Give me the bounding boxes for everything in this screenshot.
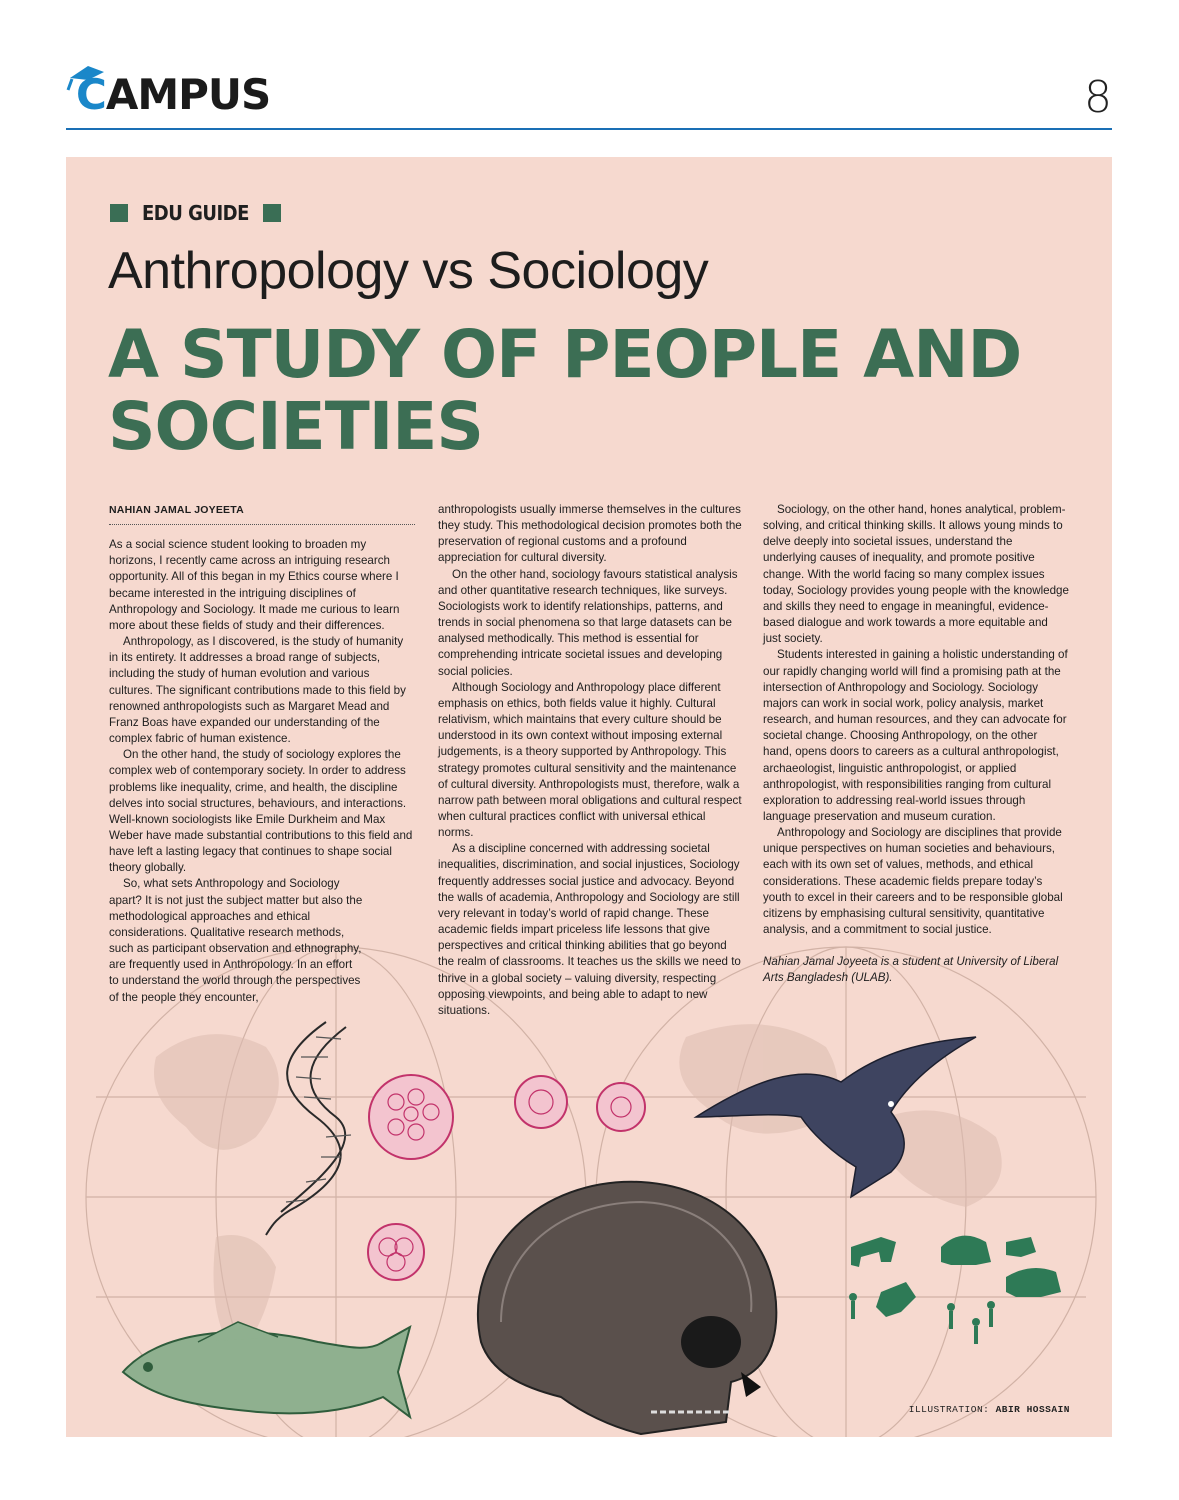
logo-letter-c: C xyxy=(76,70,106,119)
kicker-label: EDU GUIDE xyxy=(142,201,249,225)
article-column-1 xyxy=(109,502,415,1006)
skull-illustration xyxy=(461,1172,791,1437)
paragraph: On the other hand, the study of sociology explores the complex web of contemporary society. In order to address problems like inequality, crime, and health, the discipline delves into social structures, behaviours, and interactions. Well-known sociologists like Emile Durkheim and Max Weber have made substantial contributions to this field and have left a lasting legacy that continues to shape social theory globally. xyxy=(109,748,413,875)
cave-paintings-illustration xyxy=(841,1227,1071,1357)
article-panel xyxy=(66,157,1112,1437)
article-column-2 xyxy=(438,502,744,1019)
logo-wordmark: CAMPUS xyxy=(76,70,271,119)
article-column-3 xyxy=(763,502,1069,987)
section-kicker xyxy=(110,201,281,225)
paragraph: As a social science student looking to broaden my horizons, I recently came across an intriguing research opportunity. All of this began in my Ethics course where I became interested in the intriguing disciplines of Anthropology and Sociology. It made me curious to learn more about these fields of study and their differences. xyxy=(109,538,400,632)
credit-label: ILLUSTRATION: xyxy=(908,1404,990,1415)
article-subhead: A STUDY OF PEOPLE AND SOCIETIES xyxy=(108,316,1022,465)
credit-name: ABIR HOSSAIN xyxy=(995,1404,1070,1415)
page-number: 8 xyxy=(1084,72,1112,123)
paragraph: Although Sociology and Anthropology place different emphasis on ethics, both fields value it highly. Cultural relativism, which maintains that every culture should be understood in its own context without imposing external judgements, is a theory supported by Anthropology. This strategy promotes cultural sensitivity and the maintenance of cultural diversity. Anthropologists must, therefore, walk a narrow path between moral obligations and cultural respect when cultural practices conflict with universal ethical norms. xyxy=(438,680,742,840)
paragraph: anthropologists usually immerse themselves in the cultures they study. This methodological decision promotes both the preservation of regional customs and a profound appreciation for cultural diversity. xyxy=(438,503,742,565)
illustration-credit xyxy=(909,1404,1070,1415)
article-headline: Anthropology vs Sociology xyxy=(108,242,709,300)
kicker-square-right xyxy=(263,204,281,222)
bird-illustration xyxy=(691,1032,981,1202)
dna-helix-illustration xyxy=(256,1017,366,1237)
paragraph: Anthropology and Sociology are disciplines that provide unique perspectives on human societies and behaviours, each with its own set of values, methods, and ethical considerations. These academic fields prepare today’s youth to excel in their careers and to be responsible global citizens by emphasising cultural sensitivity, quantitative analysis, and a commitment to social justice. xyxy=(763,826,1063,937)
paragraph: On the other hand, sociology favours statistical analysis and other quantitative research techniques, like surveys. Sociologists work to identify relationships, patterns, and trends in social phenomena so that large datasets can be analysed methodically. This method is essential for comprehending intricate societal issues and developing social policies. xyxy=(438,567,738,678)
byline: NAHIAN JAMAL JOYEETA xyxy=(109,502,415,525)
paragraph: So, what sets Anthropology and Sociology apart? It is not just the subject matter but also the methodological approaches and ethical considerations. Qualitative research methods, such as participant observation and ethnography, are frequently used in Anthropology. In an effort to understand the world through the perspectives of the people they encounter, xyxy=(109,877,363,1004)
paragraph: Students interested in gaining a holistic understanding of our rapidly changing world will find a promising path at the intersection of Anthropology and Sociology. Sociology majors can work in social work, policy analysis, market research, and human resources, and they can advocate for societal change. Choosing Anthropology, on the other hand, opens doors to careers as a cultural anthropologist, archaeologist, linguistic anthropologist, or applied anthropologist, with responsibilities ranging from cultural exploration to addressing real-world issues through language preservation and museum curation. xyxy=(763,648,1068,823)
paragraph: Sociology, on the other hand, hones analytical, problem-solving, and critical thinking skills. It allows young minds to delve deeply into societal issues, understand the underlying causes of inequality, and promote positive change. With the world facing so many complex issues today, Sociology provides young people with the knowledge and skills they need to engage in meaningful, evidence-based dialogue and work towards a more equitable and just society. xyxy=(763,503,1069,646)
fish-illustration xyxy=(118,1312,413,1427)
kicker-square-left xyxy=(110,204,128,222)
masthead-rule xyxy=(66,128,1112,130)
author-bio: Nahian Jamal Joyeeta is a student at University of Liberal Arts Bangladesh (ULAB). xyxy=(763,955,1059,985)
paragraph: Anthropology, as I discovered, is the study of humanity in its entirety. It addresses a broad range of subjects, including the study of human evolution and various cultures. The significant contributions made to this field by renowned anthropologists such as Margaret Mead and Franz Boas have expanded our understanding of the complex fabric of human existence. xyxy=(109,635,406,746)
masthead xyxy=(66,62,1112,132)
paragraph: As a discipline concerned with addressing societal inequalities, discrimination, and social injustices, Sociology frequently addresses social justice and advocacy. Beyond the walls of academia, Anthropology and Sociology are still very relevant in today’s world of rapid change. These academic fields impart priceless life lessons that give perspectives and critical thinking abilities that go beyond the realm of classrooms. It teaches us the skills we need to thrive in a global society – valuing diversity, respecting opposing viewpoints, and being able to adapt to new situations. xyxy=(438,842,741,1017)
